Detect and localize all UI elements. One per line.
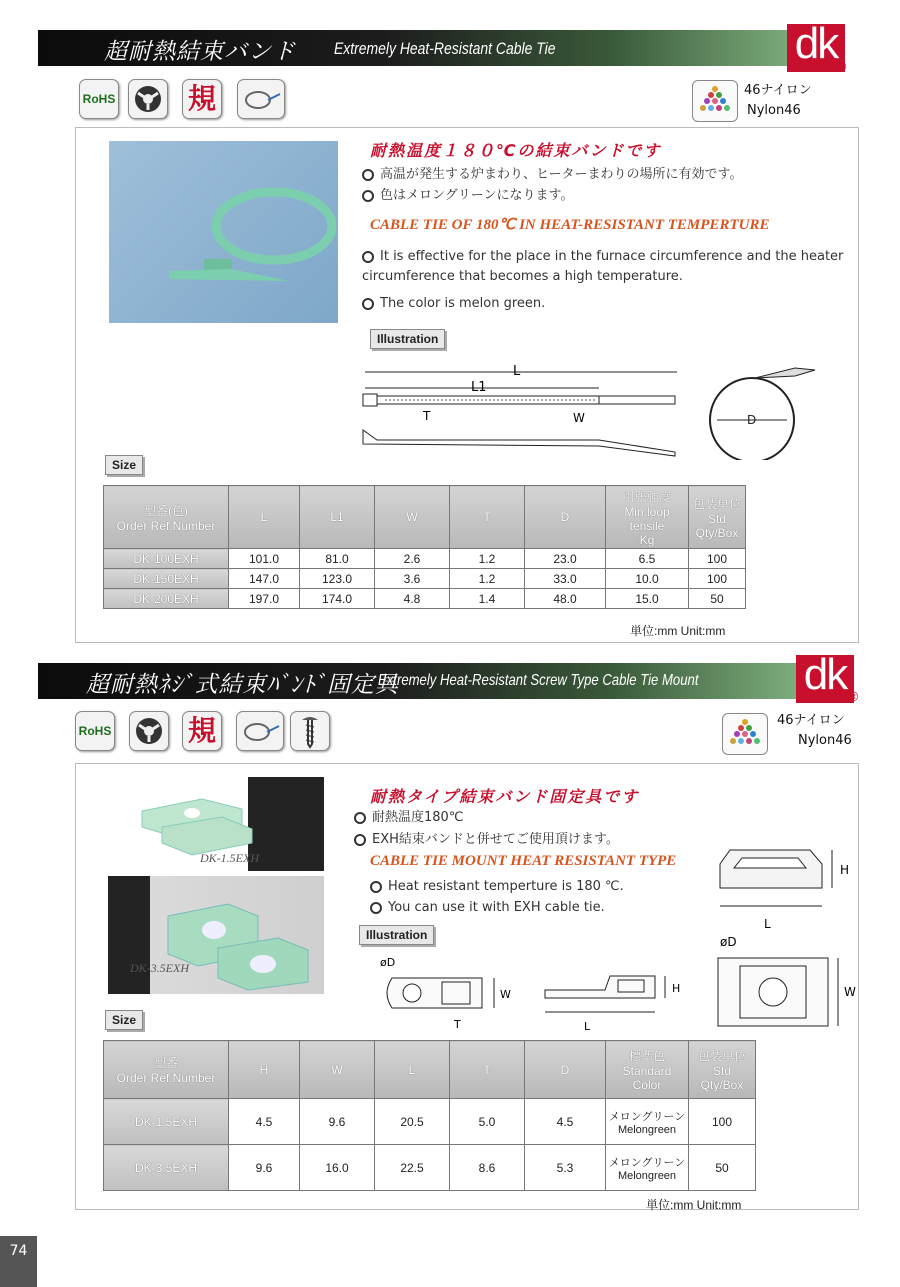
col-ref (104, 486, 229, 549)
section1-title-jp: 超耐熱結束バンド (104, 39, 296, 65)
size-label-2: Size (105, 1010, 143, 1030)
dim-L1: L1 (471, 380, 487, 395)
cell: 33.0 (525, 569, 606, 589)
cable-tie-icon (237, 79, 285, 119)
cell: 2.6 (375, 549, 450, 569)
regulation-badge-2 (182, 711, 222, 751)
section2-heading-jp: 耐熱タイプ結束バンド固定具です (370, 787, 640, 806)
cell: 147.0 (229, 569, 300, 589)
cell: 4.8 (375, 589, 450, 609)
section1-title-en: Extremely Heat-Resistant Cable Tie (334, 39, 556, 58)
rohs-badge-2 (75, 711, 115, 751)
mount-photo-large (108, 876, 324, 994)
cell: 123.0 (300, 569, 375, 589)
bullet-text: Heat resistant temperture is 180 ℃. (388, 879, 624, 894)
section1-unit: 単位:mm Unit:mm (630, 624, 726, 638)
dim-T: T (423, 409, 431, 423)
bullet-text: The color is melon green. (380, 296, 546, 311)
cell: 10.0 (606, 569, 689, 589)
cell: 3.6 (375, 569, 450, 589)
material-jp-2: 46ナイロン (777, 713, 845, 728)
bullet-text: It is effective for the place in the furnace circumference and the heater circumference that becomes a high temperature. (362, 249, 844, 284)
col-qty: 包装単位 Std Qty/Box (689, 486, 746, 549)
cable-tie-photo (109, 141, 338, 323)
col-T: T (450, 486, 525, 549)
rohs-label: RoHS (78, 724, 112, 738)
section2-title-en: Extremely Heat-Resistant Screw Type Cable Tie Mount (378, 672, 699, 689)
section2-bullet-en-1 (370, 877, 624, 897)
cell: 15.0 (606, 589, 689, 609)
section2-title-jp: 超耐熱ﾈｼﾞ式結束ﾊﾞﾝﾄﾞ固定具 (86, 672, 399, 698)
nylon-pyramid-icon-2 (722, 713, 768, 755)
cell: 1.2 (450, 549, 525, 569)
bullet-text: You can use it with EXH cable tie. (388, 900, 605, 915)
section1-heading-en: CABLE TIE OF 180℃ IN HEAT-RESISTANT TEMPERTURE (370, 217, 770, 233)
col-D: D (525, 486, 606, 549)
col-D-2: D (525, 1041, 606, 1099)
cell: 20.5 (375, 1099, 450, 1145)
cell: 81.0 (300, 549, 375, 569)
section2-spec-table (103, 1040, 756, 1191)
section1-bullet-en-1 (362, 247, 848, 287)
cell: 5.0 (450, 1099, 525, 1145)
regulation-label: 規 (187, 83, 216, 114)
col-ref-2 (104, 1041, 229, 1099)
cell: 5.3 (525, 1145, 606, 1191)
col-W-2: W (300, 1041, 375, 1099)
dim-W-1: W (500, 988, 511, 1001)
section2-unit: 単位:mm Unit:mm (646, 1198, 742, 1212)
cell: 16.0 (300, 1145, 375, 1191)
cell: 100 (689, 549, 746, 569)
table-row (104, 1099, 756, 1145)
cell: 4.5 (229, 1099, 300, 1145)
nylon-pyramid-icon (692, 80, 738, 122)
col-T-2: T (450, 1041, 525, 1099)
cell: 50 (689, 589, 746, 609)
page-number: 74 (0, 1236, 37, 1287)
table-row (104, 549, 746, 569)
section1-header-bar (38, 30, 804, 66)
col-ref-en: Order Ref.Number (116, 1071, 216, 1085)
section1-heading-jp: 耐熱温度１８０℃の結束バンドです (370, 141, 662, 160)
illustration-label: Illustration (370, 329, 445, 349)
illustration-label-2: Illustration (359, 925, 434, 945)
cell: 9.6 (300, 1099, 375, 1145)
regulation-badge (182, 79, 222, 119)
material-en: Nylon46 (747, 103, 801, 118)
dim-W-2: W (844, 985, 856, 999)
cell: DK-100EXH (104, 549, 229, 569)
material-en-2: Nylon46 (798, 733, 852, 748)
section2-bullet-jp-1 (354, 808, 463, 828)
section2-heading-en: CABLE TIE MOUNT HEAT RESISTANT TYPE (370, 853, 677, 869)
col-ref-jp: 型番(色) (144, 503, 188, 518)
material-jp: 46ナイロン (744, 83, 812, 98)
dk-logo-2: dk (796, 655, 854, 703)
bullet-text: 高温が発生する炉まわり、ヒーターまわりの場所に有効です。 (380, 167, 743, 182)
photo-label-1: DK-1.5EXH (200, 851, 259, 865)
col-tensile: 引張強度 Min.loop tensile Kg (606, 486, 689, 549)
dim-D-2: øD (720, 935, 737, 949)
bullet-text: EXH結束バンドと併せてご使用頂けます。 (372, 832, 619, 847)
rohs-label: RoHS (82, 92, 116, 106)
cell: 48.0 (525, 589, 606, 609)
section1-spec-table (103, 485, 746, 609)
dim-D-1: øD (380, 956, 396, 969)
cell: 1.4 (450, 589, 525, 609)
col-qty-2: 包装単位 Std Qty/Box (689, 1041, 756, 1099)
col-W: W (375, 486, 450, 549)
bullet-text: 色はメロングリーンになります。 (380, 188, 574, 203)
cell: 174.0 (300, 589, 375, 609)
table-row (104, 1145, 756, 1191)
cell: 9.6 (229, 1145, 300, 1191)
dim-H-2: H (672, 982, 681, 995)
cell: 197.0 (229, 589, 300, 609)
dim-W: W (573, 411, 585, 425)
mount-top-drawing (708, 930, 858, 1030)
dim-H: H (840, 863, 850, 877)
cell: 8.6 (450, 1145, 525, 1191)
cable-tie-icon-2 (236, 711, 284, 751)
rohs-badge (79, 79, 119, 119)
section2-bullet-en-2 (370, 898, 605, 918)
registered-mark: ® (836, 58, 847, 74)
table-row (104, 569, 746, 589)
cell: DK-150EXH (104, 569, 229, 589)
cell: DK-200EXH (104, 589, 229, 609)
size-label: Size (105, 455, 143, 475)
bullet-text: 耐熱温度180℃ (372, 810, 464, 825)
heat-resistant-icon (128, 79, 168, 119)
cell: DK-1.5EXH (104, 1099, 229, 1145)
cell: 4.5 (525, 1099, 606, 1145)
section1-bullet-en-2 (362, 294, 545, 314)
col-color: 標準色 Standard Color (606, 1041, 689, 1099)
dim-T-1: T (454, 1018, 461, 1031)
cell: 50 (689, 1145, 756, 1191)
section1-bullet-jp-2 (362, 186, 573, 206)
cell: 23.0 (525, 549, 606, 569)
col-H: H (229, 1041, 300, 1099)
dk-logo: dk (787, 24, 845, 72)
dim-L-3: L (584, 1020, 591, 1033)
cell: 100 (689, 1099, 756, 1145)
dim-L: L (513, 364, 521, 379)
table-row (104, 589, 746, 609)
section2-header-bar (38, 663, 804, 699)
col-L-2: L (375, 1041, 450, 1099)
cell: 22.5 (375, 1145, 450, 1191)
heat-resistant-icon-2 (129, 711, 169, 751)
col-ref-en: Order Ref.Number (116, 518, 216, 533)
col-L1: L1 (300, 486, 375, 549)
cell: 101.0 (229, 549, 300, 569)
col-L: L (229, 486, 300, 549)
cable-tie-drawing (355, 360, 855, 460)
cell: メロングリーン Melongreen (606, 1099, 689, 1145)
section1-bullet-jp-1 (362, 165, 742, 185)
dim-D: D (747, 413, 757, 427)
screw-icon (290, 711, 330, 751)
cell: 100 (689, 569, 746, 589)
dim-L-2: L (764, 917, 771, 931)
cell: DK-3.5EXH (104, 1145, 229, 1191)
registered-mark-2: ® (848, 688, 859, 704)
col-ref-jp: 型番 (153, 1056, 178, 1070)
regulation-label: 規 (187, 715, 216, 746)
mount-side-drawing (710, 840, 860, 932)
cell: メロングリーン Melongreen (606, 1145, 689, 1191)
cell: 6.5 (606, 549, 689, 569)
cell: 1.2 (450, 569, 525, 589)
mount-photo-small (112, 777, 324, 871)
section2-bullet-jp-2 (354, 830, 619, 850)
photo-label-2: DK-3.5EXH (130, 961, 189, 975)
